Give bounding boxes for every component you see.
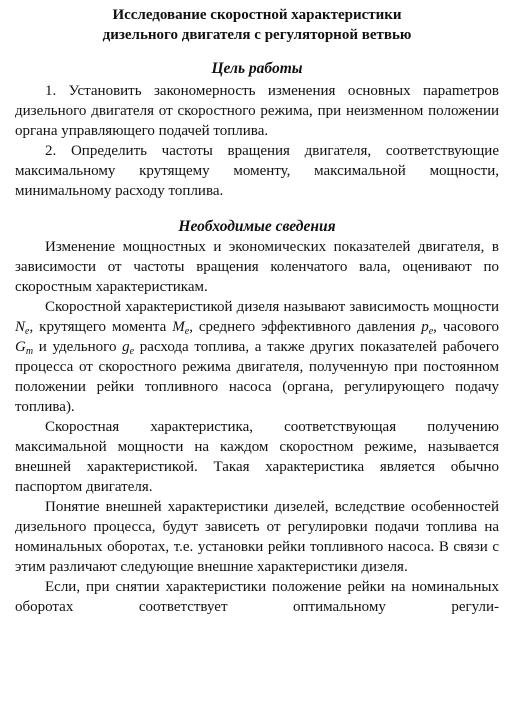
symbol-Me-base: M xyxy=(172,319,185,335)
symbol-pe xyxy=(421,319,433,335)
goal-paragraph-2: 2. Определить частоты вращения двигателя, соответствующие максимальному крутящему моменту, максимальной мощности, минимальному расходу топлива. xyxy=(15,143,499,199)
section-heading-goal: Цель работы xyxy=(211,60,303,77)
info-paragraph-3: Скоростная характеристика, соответствующая получению максимальной мощности на каждом скоростном режиме, называется внешней характеристикой. Такая характеристика является обычно паспортом двигателя. xyxy=(15,419,499,495)
info-p2-text-c: , среднего эффективного давления xyxy=(189,319,422,335)
symbol-ge-base: g xyxy=(122,339,130,355)
info-p2-text-f: расхода топлива, а также других показателей рабочего процесса от скоростного режима двигателя, полученную при постоянном положении рейки топливного насоса (органа, регулирующего подачу топлива). xyxy=(15,339,499,415)
symbol-Me xyxy=(172,319,189,335)
info-paragraph-4: Понятие внешней характеристики дизелей, вследствие особенностей дизельного процесса, будут зависеть от регулировки подачи топлива на номинальных оборотах, т.е. установки рейки топливного насоса. В связи с этим различают следующие внешние характеристики дизеля. xyxy=(15,499,499,575)
info-p2-text-a: Скоростной характеристикой дизеля называют зависимость мощности xyxy=(45,299,499,315)
symbol-ge-sub: e xyxy=(129,346,135,357)
symbol-Ne-base: N xyxy=(15,319,26,335)
symbol-Gm-sub: m xyxy=(25,346,34,357)
symbol-Ne xyxy=(15,319,29,335)
document-title xyxy=(15,6,499,45)
info-paragraph-5: Если, при снятии характеристики положение рейки на номинальных оборотах соответствует оптимальному регули- xyxy=(15,579,499,615)
symbol-pe-base: p xyxy=(421,319,429,335)
symbol-Gm xyxy=(15,339,33,355)
info-p2-text-b: , крутящего момента xyxy=(29,319,173,335)
info-p2-text-e: и удельного xyxy=(33,339,123,355)
info-p2-text-d: , часового xyxy=(433,319,499,335)
goal-paragraph-1: 1. Установить закономерность изменения основных параmетров дизельного двигателя от скоростного режима, при неизменном положении органа управляющего подачей топлива. xyxy=(15,83,499,139)
title-line-1: Исследование скоростной характеристики xyxy=(112,7,402,23)
info-paragraph-2 xyxy=(15,297,499,417)
section-heading-info: Необходимые сведения xyxy=(178,218,336,235)
symbol-ge xyxy=(122,339,134,355)
document-page xyxy=(15,6,499,617)
info-paragraph-1: Изменение мощностных и экономических показателей двигателя, в зависимости от частоты вращения коленчатого вала, оценивают по скоростным характеристикам. xyxy=(15,239,499,295)
symbol-Ne-sub: e xyxy=(25,326,30,337)
symbol-Me-sub: e xyxy=(184,326,190,337)
symbol-pe-sub: e xyxy=(428,326,434,337)
title-line-2: дизельного двигателя с регуляторной ветвью xyxy=(102,26,412,43)
symbol-Gm-base: G xyxy=(15,339,26,355)
